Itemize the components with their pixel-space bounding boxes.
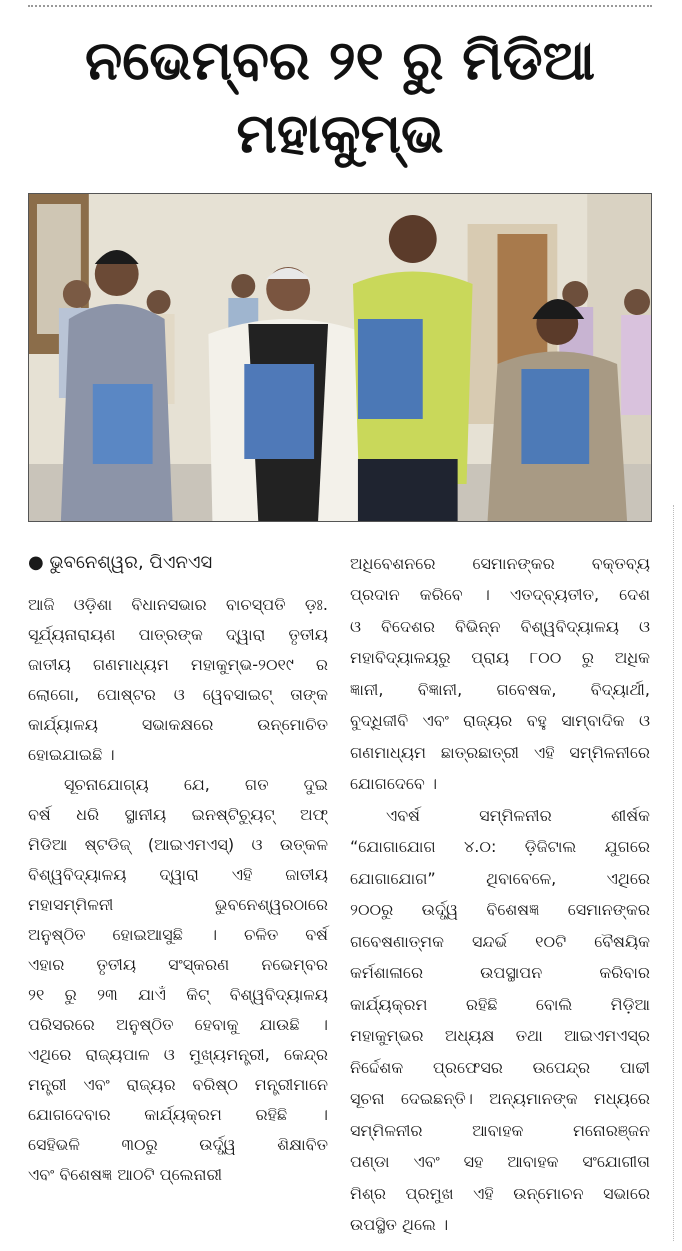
article-line: “ଯୋଗାଯୋଗ ୪.୦: ଡ଼ିଜିଟାଲ ଯୁଗରେ	[350, 837, 650, 857]
article-line: ବୁଦ୍ଧିଜୀବି ଏବଂ ରାଜ୍ୟର ବହୁ ସାମ୍ବାଦିକ ଓ	[350, 711, 650, 731]
article-line: ଯୋଗଦେବେ ।	[350, 774, 438, 794]
article-line: ମିଶ୍ର ପ୍ରମୁଖ ଏହି ଉନ୍ମୋଚନ ସଭାରେ	[350, 1183, 650, 1203]
article-line: ୨୦୦ରୁ ଉର୍ଦ୍ଧ୍ୱ ବିଶେଷଜ୍ଞ ସେମାନଙ୍କର	[350, 900, 650, 920]
article-line: ନିର୍ଦ୍ଦେଶକ ପ୍ରଫେସର ଉପେନ୍ଦ୍ର ପାଢୀ	[350, 1057, 650, 1077]
article-line: କାର୍ଯ୍ୟକ୍ରମ ରହିଛି ବୋଲି ମିଡ଼ିଆ	[350, 994, 650, 1014]
article-line: ଜ୍ଞାନୀ, ବିଜ୍ଞାନୀ, ଗବେଷକ, ବିଦ୍ୟାର୍ଥୀ,	[350, 679, 650, 699]
article-line: ୨୧ ରୁ ୨୩ ଯାଏଁ କିଟ୍ ବିଶ୍ୱବିଦ୍ୟାଳୟ	[28, 984, 328, 1004]
article-line: କାର୍ଯ୍ୟାଳୟ ସଭାକକ୍ଷରେ ଉନ୍ମୋଚିତ	[28, 714, 328, 734]
article-column-right	[350, 548, 650, 1241]
article-line: ପରିସରରେ ଅନୁଷ୍ଠିତ ହେବାକୁ ଯାଉଛି ।	[28, 1014, 328, 1034]
top-dotted-rule	[28, 5, 652, 7]
article-line: ସୂର୍ଯ୍ୟନାରାୟଣ ପାତ୍ରଙ୍କ ଦ୍ୱାରା ତୃତୀୟ	[28, 624, 328, 644]
article-line: ଗବେଷଣାତ୍ମକ ସନ୍ଦର୍ଭ ୧୦ଟି ବୈଷୟିକ	[350, 931, 650, 951]
article-line: ଅନୁଷ୍ଠିତ ହୋଇଆସୁଛି । ଚଳିତ ବର୍ଷ	[28, 924, 328, 944]
article-line: ଏବର୍ଷ ସମ୍ମିଳନୀର ଶୀର୍ଷକ	[386, 805, 650, 825]
article-line: ଏବଂ ବିଶେଷଜ୍ଞ ଆଠଟି ପ୍ଲେନାରୀ	[28, 1164, 223, 1184]
dateline-text: ଭୁବନେଶ୍ୱର, ପିଏନଏସ	[49, 551, 213, 573]
article-line: ଏହାର ତୃତୀୟ ସଂସ୍କରଣ ନଭେମ୍ବର	[28, 954, 328, 974]
article-line: ଯୋଗଦେବାର କାର୍ଯ୍ୟକ୍ରମ ରହିଛି ।	[28, 1104, 328, 1124]
article-line: ବର୍ଷ ଧରି ସ୍ଥାନୀୟ ଇନଷ୍ଟିଚ୍ୟୁଟ୍ ଅଫ୍	[28, 804, 328, 824]
article-line: ଉପସ୍ଥିତ ଥିଲେ ।	[350, 1215, 449, 1235]
article-line: ସୂଚନା ଦେଇଛନ୍ତି। ଅନ୍ୟମାନଙ୍କ ମଧ୍ୟରେ	[350, 1089, 650, 1109]
article-line: ସୂଚନାଯୋଗ୍ୟ ଯେ, ଗତ ଦୁଇ	[64, 774, 328, 794]
article-line: ମିଡିଆ ଷ୍ଟଡିଜ୍ (ଆଇଏମଏସ୍) ଓ ଉତ୍କଳ	[28, 834, 328, 854]
news-photo	[28, 193, 652, 522]
dateline	[28, 548, 328, 578]
article-line: ହୋଇଯାଇଛି ।	[28, 744, 115, 764]
article-line: ଆଜି ଓଡ଼ିଶା ବିଧାନସଭାର ବାଚସ୍ପତି ଡ଼ଃ.	[28, 594, 328, 614]
article-line: ବିଶ୍ୱବିଦ୍ୟାଳୟ ଦ୍ୱାରା ଏହି ଜାତୀୟ	[28, 864, 328, 884]
article-line: ସେହିଭଳି ୩୦ରୁ ଉର୍ଦ୍ଧ୍ୱ ଶିକ୍ଷାବିତ	[28, 1134, 328, 1154]
headline: ନଭେମ୍ବର ୨୧ ରୁ ମିଡିଆ ମହାକୁମ୍ଭ	[85, 29, 595, 165]
column-dotted-rule	[673, 505, 674, 1241]
article-line: ଓ ବିଦେଶର ବିଭିନ୍ନ ବିଶ୍ୱବିଦ୍ୟାଳୟ ଓ	[350, 616, 650, 636]
photo-illustration	[29, 194, 651, 521]
article-body	[28, 548, 652, 1241]
article-line: ଜାତୀୟ ଗଣମାଧ୍ୟମ ମହାକୁମ୍ଭ-୨୦୧୯ ର	[28, 654, 328, 674]
article-line: ଏଥିରେ ରାଜ୍ୟପାଳ ଓ ମୁଖ୍ୟମନ୍ତ୍ରୀ, କେନ୍ଦ୍ର	[28, 1044, 328, 1064]
article-line: ସମ୍ମିଳନୀର ଆବାହକ ମନୋରଞ୍ଜନ	[350, 1120, 650, 1140]
bullet-icon: ●	[28, 551, 44, 573]
article-column-left	[28, 590, 328, 1190]
article-line: ପ୍ରଦାନ କରିବେ । ଏତଦ୍ବ୍ୟତୀତ, ଦେଶ	[350, 585, 650, 605]
article-line: ଗଣମାଧ୍ୟମ ଛାତ୍ରଛାତ୍ରୀ ଏହି ସମ୍ମିଳନୀରେ	[350, 742, 650, 762]
article-line: ଲୋଗୋ, ପୋଷ୍ଟର ଓ ୱେବସାଇଟ୍ ତାଙ୍କ	[28, 684, 328, 704]
article-line: ମନ୍ତ୍ରୀ ଏବଂ ରାଜ୍ୟର ବରିଷ୍ଠ ମନ୍ତ୍ରୀମାନେ	[28, 1074, 328, 1094]
article-line: ମହାବିଦ୍ୟାଳୟରୁ ପ୍ରାୟ ୮୦୦ ରୁ ଅଧିକ	[350, 648, 650, 668]
article-line: କର୍ମଶାଳାରେ ଉପସ୍ଥାପନ କରିବାର	[350, 963, 650, 983]
article-line: ଅଧିବେଶନରେ ସେମାନଙ୍କର ବକ୍ତବ୍ୟ	[350, 553, 650, 573]
article-line: ମହାସମ୍ମିଳନୀ ଭୁବନେଶ୍ୱରଠାରେ	[28, 894, 328, 914]
article-line: ପଣ୍ଡା ଏବଂ ସହ ଆବାହକ ସଂଯୋଗୀତା	[350, 1152, 650, 1172]
article-line: ମହାକୁମ୍ଭର ଅଧ୍ୟକ୍ଷ ତଥା ଆଇଏମଏସ୍ର	[350, 1026, 650, 1046]
article-line: ଯୋଗାଯୋଗ” ଥିବାବେଳେ, ଏଥିରେ	[350, 868, 650, 888]
